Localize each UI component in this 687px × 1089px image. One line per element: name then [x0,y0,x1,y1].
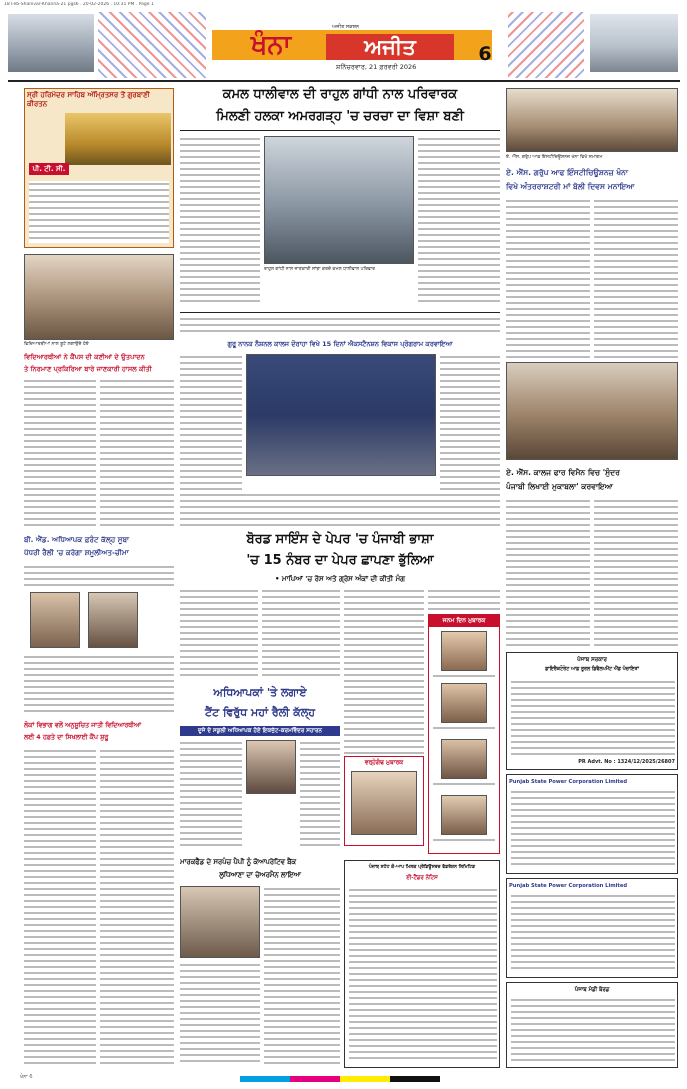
anniversary-photo [351,771,417,835]
ptc-ad [24,88,174,248]
pspcl-notice-2 [506,878,678,978]
as-headline-1: ਏ. ਐੱਸ. ਗਰੁੱਪ ਆਫ ਇੰਸਟੀਚਿਊਸ਼ਨਜ਼ ਖੰਨਾ [506,168,629,177]
board-headline-1: ਬੋਰਡ ਸਾਇੰਸ ਦੇ ਪੇਪਰ 'ਚ ਪੰਜਾਬੀ ਭਾਸ਼ਾ [246,532,434,547]
bed-headline-1: ਬੀ. ਐੱਡ. ਅਧਿਆਪਕ ਫ਼ਰੰਟ ਕੱਲ੍ਹ ਸੂਬਾ [24,535,130,544]
tagline: ਅਜੀਤ ਸਕਸ਼ਨ [332,24,360,30]
birthday-text-1 [433,673,495,681]
page-number: 6 [478,43,492,65]
as-headline-2: ਵਿਖੇ ਅੰਤਰਰਾਸ਼ਟਰੀ ਮਾਂ ਬੋਲੀ ਦਿਵਸ ਮਨਾਇਆ [506,182,635,191]
pspcl-text-1 [511,789,675,869]
women-college-photo [506,362,678,460]
markfed-text-2 [180,962,260,1066]
lead-headline-2: ਮਿਲਣੀ ਹਲਕਾ ਅਮਰਗੜ੍ਹ 'ਚ ਚਰਚਾ ਦਾ ਵਿਸ਼ਾ ਬਣੀ [216,109,464,124]
print-slug: 18 Feb-Shanivar-Khanna-21 pgs6 . 20-02-2026 . 10:31 PM . Page 1 [4,2,154,7]
left-headline-1: ਵਿਦਿਆਰਥੀਆਂ ਨੇ ਕੈਂਪਸ ਦੀ ਕਣੀਆਂ ਦੇ ਉਤਪਾਦਨ [24,353,145,361]
board-text-1 [180,588,258,678]
women-text-1 [506,498,590,648]
gnc-photo [246,354,436,476]
govt-notice-body: ਡਾਇਰੈਕਟੋਰੇਟ ਆਫ਼ ਰੂਰਲ ਡਿਵੈਲਪਮੈਂਟ ਐਂਡ ਪੰਚਾਇਤਾਂ [545,667,639,672]
tender-text [349,887,497,1063]
birthday-text-2 [433,725,495,733]
left-bottom-headline-2: ਲਈ 4 ਹਫ਼ਤੇ ਦਾ ਸਿਖਲਾਈ ਕੈਂਪ ਸ਼ੁਰੂ [24,734,109,741]
women-text-2 [594,498,678,648]
pspcl-notice-1 [506,774,678,874]
birthday-box [428,614,500,854]
ptc-ad-label: ਪੀ. ਟੀ. ਸੀ. [29,163,69,175]
birthday-text-3 [433,781,495,789]
masthead-rule [8,80,680,82]
lead-headline-1: ਕਮਲ ਧਾਲੀਵਾਲ ਦੀ ਰਾਹੁਲ ਗਾਂਧੀ ਨਾਲ ਪਰਿਵਾਰਕ [222,87,458,102]
footer-mark: ਖੰਨਾ 6 [20,1074,33,1080]
birthday-photo-4 [441,795,487,835]
board-headline-2: 'ਚ 15 ਨੰਬਰ ਦਾ ਪੇਪਰ ਛਾਪਣਾ ਭੁੱਲਿਆ [246,553,434,568]
left-text-2 [100,378,174,528]
pspcl-text-2 [511,893,675,973]
section-title: ਖੰਨਾ [250,30,292,60]
mandi-notice [506,982,678,1068]
gnc-rule [180,312,500,313]
pspcl-title-2: Punjab State Power Corporation Limited [509,883,628,889]
teacher-photo [246,740,296,794]
left-bottom-text-2 [100,748,174,1068]
markfed-text-1 [264,886,340,1066]
anniversary-title: ਵਰ੍ਹੇਗੰਢ ਮੁਬਾਰਕ [364,759,404,766]
birthday-text-4 [433,837,495,845]
left-event-photo [24,254,174,340]
govt-notice [506,652,678,770]
lead-photo-caption: ਰਾਹੁਲ ਗਾਂਧੀ ਨਾਲ ਜਾਣਕਾਰੀ ਸਾਂਝਾ ਕਰਦੇ ਕਮਲ ਧਾਲੀਵਾਲ ਪਰਿਵਾਰ [264,267,375,272]
lead-text-col-2 [418,136,500,306]
board-subhead: • ਮਾਪਿਆਂ 'ਚ ਰੋਸ ਅਤੇ ਗ੍ਰੇਸ ਅੰਕਾਂ ਦੀ ਕੀਤੀ ਮੰਗ [274,575,406,583]
right-event-photo [506,88,678,152]
masthead-right-pattern [508,12,584,78]
right-photo-caption: ਏ. ਐੱਸ. ਗਰੁੱਪ ਆਫ਼ ਇੰਸਟੀਚਿਊਸ਼ਨਜ਼ ਖੰਨਾ ਵਿਖੇ ਸਮਾਗਮ [506,155,603,160]
women-headline-2: ਪੰਜਾਬੀ ਲਿਖਾਈ ਮੁਕਾਬਲਾ' ਕਰਵਾਇਆ [506,482,613,491]
tender-subtitle: ਈ-ਟੈਂਡਰ ਨੋਟਿਸ [406,875,438,881]
gnc-upper-text [180,316,500,334]
left-bottom-headline-1: ਲੋਕਾਂ ਵਿਭਾਗ ਵਲੋਂ ਅਨੁਸੂਚਿਤ ਜਾਤੀ ਵਿਦਿਆਰਥੀਆਂ [24,722,141,729]
govt-notice-text [511,679,675,755]
mandi-text [511,997,675,1063]
board-text-2 [262,588,340,678]
women-headline-1: ਏ. ਐੱਸ. ਕਾਲਜ ਫਾਰ ਵਿਮੈਨ ਵਿਚ 'ਸੁੰਦਰ [506,468,620,477]
masthead-left-photo [8,14,94,72]
lead-text-col-1 [180,136,260,306]
bed-headline-2: ਪੱਧਰੀ ਰੈਲੀ 'ਚ ਕਰੇਗਾ ਸ਼ਮੂਲੀਅਤ-ਚੀਮਾ [24,548,129,557]
birthday-photo-1 [441,631,487,671]
as-text-2 [594,198,678,358]
teacher-text-2 [300,740,340,850]
golden-temple-photo [65,113,171,165]
markfed-headline-1: ਮਾਰਕਫੈੱਡ ਦੇ ਸਰਪੰਚ ਪੈਪੀ ਨੂੰ ਕੋਆਪਰੇਟਿਵ ਬੈਂਕ [180,858,297,866]
bed-photo-2 [88,592,138,648]
left-text-1 [24,378,96,528]
masthead-right-photo [590,14,678,72]
govt-notice-title: ਪੰਜਾਬ ਸਰਕਾਰ [577,657,607,663]
left-bottom-text-1 [24,748,96,1068]
birthday-photo-2 [441,683,487,723]
gnc-text-2 [440,354,500,490]
birthday-title: ਜਨਮ ਦਿਨ ਮੁਬਾਰਕ [429,615,499,627]
mandi-title: ਪੰਜਾਬ ਮੰਡੀ ਬੋਰਡ [574,987,610,993]
issue-date: ਸ਼ਨਿੱਚਰਵਾਰ, 21 ਫ਼ਰਵਰੀ 2026 [336,63,417,71]
lead-rule [180,130,500,131]
teacher-subhead: ਦੂਜੇ ਦੇ ਸਕੂਲੀ ਅਧਿਆਪਕ ਹੋਏ ਇਕਜੁੱਟ-ਕਰਮਵਿੰਦਰ ਸਹਾਰਨ [180,726,340,736]
bed-text [24,564,174,590]
gnc-text-1 [180,354,242,490]
pspcl-title-1: Punjab State Power Corporation Limited [509,779,628,785]
bed-photo-1 [30,592,80,648]
pr-advt-number: PR Advt. No : 1324/12/2025/26807 [578,759,675,765]
paper-name: ਅਜੀਤ [364,35,416,59]
gnc-text-3 [180,492,500,526]
as-text-1 [506,198,590,358]
left-photo-caption: ਵਿਦਿਆਰਥੀਆਂ ਨਾਲ ਬੂਟੇ ਲਗਾਉਂਦੇ ਹੋਏ [24,342,89,347]
lead-photo [264,136,414,264]
color-bar [240,1076,440,1082]
ptc-ad-text [29,181,169,243]
markfed-photo [180,886,260,958]
anniversary-box [344,756,424,846]
birthday-photo-3 [441,739,487,779]
ptc-ad-title: ਸ੍ਰੀ ਹਰਿਮੰਦਰ ਸਾਹਿਬ ਅੰਮ੍ਰਿਤਸਰ ਤੋਂ ਗੁਰਬਾਣੀ ਕੀਰਤਨ [27,91,150,108]
teacher-text-1 [180,740,242,850]
left-headline-2: ਤੇ ਨਿਰਮਾਣ ਪ੍ਰਕਿਰਿਆ ਬਾਰੇ ਜਾਣਕਾਰੀ ਹਾਸਲ ਕੀਤੀ [24,365,152,373]
markfed-headline-2: ਲੁਧਿਆਣਾ ਦਾ ਚੇਅਰਮੈਨ ਲਾਇਆ [219,871,301,879]
bed-text-2 [24,654,174,716]
teacher-headline-2: ਟੈਂਟ ਵਿਰੁੱਧ ਮਹਾਂ ਰੈਲੀ ਕੱਲ੍ਹ [205,706,315,719]
masthead-left-pattern [98,12,206,78]
tender-notice [344,860,500,1068]
board-text-4 [428,588,500,612]
tender-title: ਪੰਜਾਬ ਸਟੇਟ ਕੋ-ਆਪ ਮਿਲਕ ਪ੍ਰੋਡਿਊਸਰਜ਼ ਫੈਡਰੇਸ਼ਨ ਲਿਮਿਟਿਡ [368,865,476,870]
teacher-headline-1: ਅਧਿਆਪਕਾਂ 'ਤੇ ਲਗਾਏ [213,686,307,699]
gnc-headline: ਗੁਰੂ ਨਾਨਕ ਨੈਸ਼ਨਲ ਕਾਲਜ ਦੋਰਾਹਾ ਵਿਖੇ 15 ਦਿਨਾਂ ਐਕਸਟੈਨਸ਼ਨ ਵਿਕਾਸ ਪ੍ਰੋਗਰਾਮ ਕਰਵਾਇਆ [227,340,453,348]
